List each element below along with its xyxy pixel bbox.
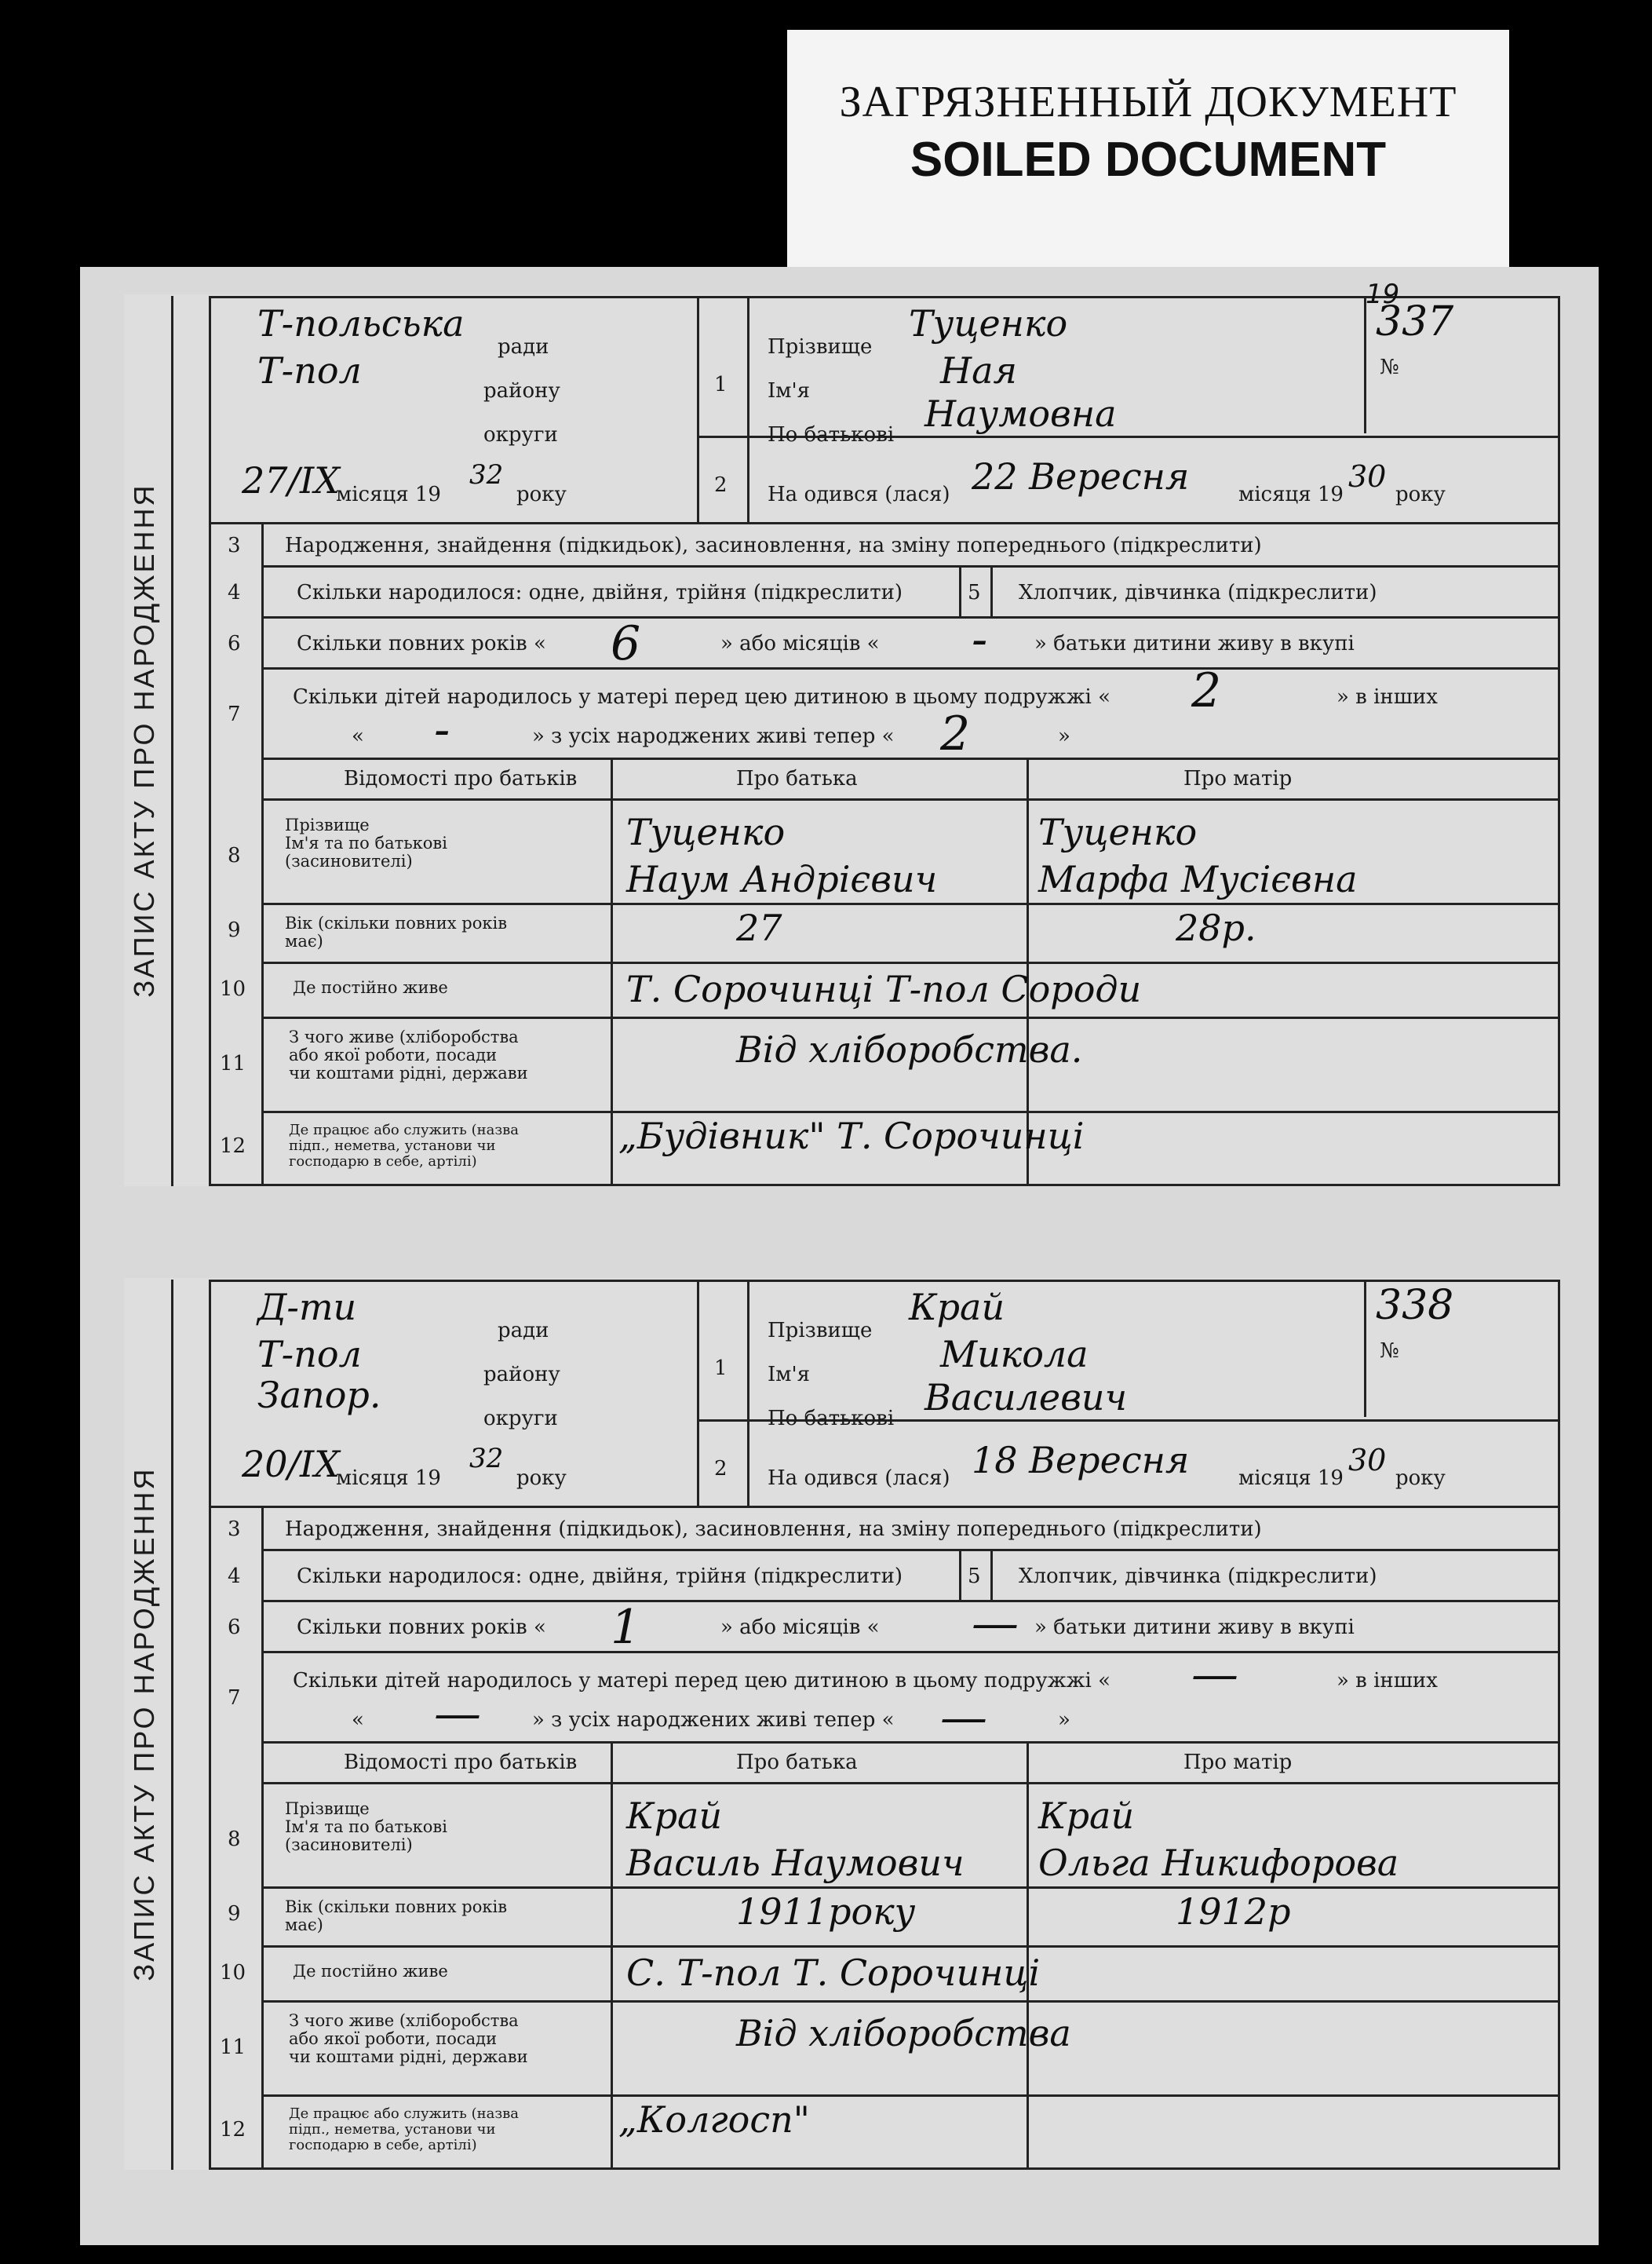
hw-surname: Край <box>909 1286 1005 1328</box>
hw-occupation: Від хліборобства. <box>736 1028 1083 1071</box>
label-roku: року <box>516 483 567 506</box>
row6-text-a: Скільки повних років « <box>297 632 546 655</box>
row-number: 10 <box>220 977 246 1001</box>
label-misyatsia: місяця 19 <box>336 1466 441 1490</box>
label-raionu: району <box>483 1363 560 1386</box>
hw-father-age: 27 <box>736 907 782 949</box>
form-rule <box>611 758 613 1186</box>
row3-text: Народження, знайдення (підкидьок), засиновлення, на зміну попереднього (підкреслити) <box>285 1517 1262 1541</box>
form-rule <box>261 1506 264 2170</box>
form-rule <box>261 1651 1560 1653</box>
birth-record-form-1 <box>124 294 1560 1186</box>
row11-label: З чого живе (хліборобства або якої роботи, посади чи коштами рідні, держави <box>289 2011 528 2066</box>
hw-patronymic: Наумовна <box>924 393 1117 435</box>
form-rule <box>990 1549 993 1600</box>
row4-text: Скільки народилося: одне, двійня, трійня (підкреслити) <box>297 1565 903 1588</box>
form-rule <box>261 1741 1560 1744</box>
hw-years-together: 6 <box>611 616 641 671</box>
row8-label: Прізвище Ім'я та по батькові (засиновителі) <box>285 816 447 871</box>
row-number: 1 <box>714 373 728 396</box>
hw-father-name: Туценко Наум Андрієвич <box>626 811 938 900</box>
row7-text-c: « <box>352 1708 364 1732</box>
form-rule <box>261 798 1560 801</box>
col-vidomosti: Відомості про батьків <box>344 1751 578 1774</box>
hw-reg-year: 32 <box>469 459 504 491</box>
form-rule <box>210 1184 1560 1186</box>
row11-label: З чого живе (хліборобства або якої роботи, посади чи коштами рідні, держави <box>289 1028 528 1083</box>
form-rule <box>261 2094 1560 2097</box>
form-rule <box>611 1741 613 2170</box>
form-rule <box>697 1280 699 1507</box>
label-prizvyshche: Прізвище <box>768 335 873 359</box>
row9-label: Вік (скільки повних років має) <box>285 914 508 951</box>
row6-text-c: » батьки дитини живу в вкупі <box>1034 1616 1355 1639</box>
hw-mother-name: Край Ольга Никифорова <box>1038 1795 1399 1884</box>
row6-text-b: » або місяців « <box>720 1616 880 1639</box>
corner-page-number: 19 <box>1366 279 1400 310</box>
label-narodyvsia: На одився (лася) <box>768 1466 950 1490</box>
label-narodyvsia: На одився (лася) <box>768 483 950 506</box>
form-rule <box>261 1549 1560 1551</box>
label-line-english: SOILED DOCUMENT <box>910 133 1387 187</box>
hw-name: Микола <box>940 1333 1089 1375</box>
row-number: 8 <box>228 1828 241 1851</box>
row7-text-d: » з усіх народжених живі тепер « <box>532 725 895 748</box>
form-rule <box>210 2167 1560 2170</box>
hw-workplace: „Будівник" Т. Сорочинці <box>618 1115 1085 1157</box>
form-rule <box>1558 296 1560 1186</box>
col-maty: Про матір <box>1183 1751 1293 1774</box>
form-rule <box>990 565 993 616</box>
form-rule <box>1558 1280 1560 2170</box>
form-rule <box>171 1280 173 2170</box>
row-number: 12 <box>220 2118 246 2142</box>
hw-raion: Т-пол <box>257 349 362 392</box>
row-number: 4 <box>228 581 241 604</box>
hw-occupation: Від хліборобства <box>736 2012 1071 2054</box>
form-rule <box>959 1549 961 1600</box>
form-rule <box>261 758 1560 760</box>
hw-father-name: Край Василь Наумович <box>626 1795 965 1884</box>
row12-label: Де працює або служить (назва підп., неметва, установи чи господарю в себе, артілі) <box>289 1122 520 1170</box>
row-number: 12 <box>220 1134 246 1158</box>
row-number: 2 <box>714 473 728 497</box>
label-okruhy: округи <box>483 1407 558 1430</box>
row6-text-a: Скільки повних років « <box>297 1616 546 1639</box>
hw-years-together: 1 <box>611 1600 641 1655</box>
hw-mother-age: 1912р <box>1176 1890 1291 1933</box>
label-rada: ради <box>498 335 549 359</box>
form-rule <box>261 1945 1560 1948</box>
label-number-sign: № <box>1380 356 1399 379</box>
row-number: 5 <box>968 1565 981 1588</box>
form-vertical-title: ЗАПИС АКТУ ПРО НАРОДЖЕННЯ <box>128 1466 160 1981</box>
hw-reg-date: 27/IX <box>242 459 340 502</box>
hw-reg-date: 20/IX <box>242 1443 340 1485</box>
form-rule <box>261 1600 1560 1602</box>
hw-in-others: - <box>434 703 450 758</box>
hw-raion: Т-пол <box>257 1333 362 1375</box>
row12-label: Де працює або служить (назва підп., неметва, установи чи господарю в себе, артілі) <box>289 2105 520 2153</box>
row-number: 8 <box>228 844 241 867</box>
hw-surname: Туценко <box>909 302 1068 345</box>
form-rule <box>171 296 173 1186</box>
row3-text: Народження, знайдення (підкидьок), засиновлення, на зміну попереднього (підкреслити) <box>285 534 1262 557</box>
hw-residence: С. Т-пол Т. Сорочинці <box>626 1952 1041 1994</box>
hw-in-others: — <box>434 1686 481 1741</box>
form-rule <box>1364 296 1366 433</box>
row-number: 11 <box>220 1052 246 1075</box>
label-imia: Ім'я <box>768 379 811 403</box>
row-number: 10 <box>220 1961 246 1985</box>
form-rule <box>261 2000 1560 2003</box>
birth-record-form-2 <box>124 1278 1560 2170</box>
label-okruhy: округи <box>483 423 558 447</box>
row-number: 7 <box>228 1686 241 1710</box>
row8-label: Прізвище Ім'я та по батькові (засиновителі) <box>285 1799 447 1854</box>
form-rule <box>261 1111 1560 1113</box>
row-number: 6 <box>228 632 241 655</box>
form-rule <box>209 1280 211 2170</box>
form-rule <box>209 296 211 1186</box>
label-imia: Ім'я <box>768 1363 811 1386</box>
form-rule <box>261 962 1560 964</box>
row7-text-d: » з усіх народжених живі тепер « <box>532 1708 895 1732</box>
hw-alive-now: 2 <box>940 707 971 761</box>
row7-text-e: » <box>1058 725 1070 748</box>
label-misyatsia-birth: місяця 19 <box>1238 1466 1344 1490</box>
row6-text-b: » або місяців « <box>720 632 880 655</box>
row-number: 4 <box>228 1565 241 1588</box>
form-rule <box>747 1280 749 1507</box>
row7-text-b: » в інших <box>1337 685 1438 709</box>
col-batko: Про батька <box>736 767 858 791</box>
row-number: 5 <box>968 581 981 604</box>
form-rule <box>959 565 961 616</box>
label-raionu: району <box>483 379 560 403</box>
row7-text-a: Скільки дітей народилось у матері перед цею дитиною в цьому подружжі « <box>293 1669 1110 1693</box>
hw-rada: Т-польська <box>257 302 465 345</box>
form-rule <box>697 296 699 524</box>
row-number: 2 <box>714 1457 728 1481</box>
hw-children-before: — <box>1191 1647 1238 1702</box>
row-number: 6 <box>228 1616 241 1639</box>
row5-text: Хлопчик, дівчинка (підкреслити) <box>1019 581 1377 604</box>
form-rule <box>210 296 1560 298</box>
row-number: 9 <box>228 1902 241 1926</box>
form-rule <box>210 522 1560 524</box>
hw-months-together: - <box>972 612 988 667</box>
row10-label: Де постійно живе <box>293 978 448 997</box>
label-misyatsia-birth: місяця 19 <box>1238 483 1344 506</box>
row-number: 1 <box>714 1357 728 1380</box>
label-roku: року <box>516 1466 567 1490</box>
form-rule <box>210 1280 1560 1282</box>
row9-label: Вік (скільки повних років має) <box>285 1897 508 1934</box>
col-maty: Про матір <box>1183 767 1293 791</box>
hw-months-together: — <box>972 1596 1019 1651</box>
hw-residence: Т. Сорочинці Т-пол Сороди <box>626 968 1142 1010</box>
form-vertical-title: ЗАПИС АКТУ ПРО НАРОДЖЕННЯ <box>128 483 160 998</box>
row7-text-b: » в інших <box>1337 1669 1438 1693</box>
label-rada: ради <box>498 1319 549 1342</box>
form-rule <box>747 296 749 524</box>
hw-alive-now: — <box>940 1690 987 1745</box>
hw-father-age: 1911року <box>736 1890 916 1933</box>
soiled-document-label <box>787 30 1509 273</box>
hw-children-before: 2 <box>1191 663 1222 718</box>
label-line-russian: ЗАГРЯЗНЕННЫЙ ДОКУМЕНТ <box>839 78 1457 126</box>
row-number: 3 <box>228 534 241 557</box>
hw-birth-year: 30 <box>1348 459 1387 494</box>
hw-okruh: Запор. <box>257 1374 381 1416</box>
label-prizvyshche: Прізвище <box>768 1319 873 1342</box>
label-po-batkovi: По батькові <box>768 423 895 447</box>
hw-name: Ная <box>940 349 1017 392</box>
row4-text: Скільки народилося: одне, двійня, трійня (підкреслити) <box>297 581 903 604</box>
label-misyatsia: місяця 19 <box>336 483 441 506</box>
hw-birth-year: 30 <box>1348 1443 1387 1477</box>
hw-reg-year: 32 <box>469 1443 504 1474</box>
hw-record-number: 338 <box>1376 1282 1454 1329</box>
hw-birth-day-month: 18 Вересня <box>972 1439 1190 1481</box>
hw-mother-name: Туценко Марфа Мусієвна <box>1038 811 1358 900</box>
hw-patronymic: Василевич <box>924 1376 1128 1419</box>
hw-rada: Д-ти <box>257 1286 357 1328</box>
form-rule <box>1364 1280 1366 1417</box>
hw-record-number: 337 <box>1376 298 1454 345</box>
label-roku-birth: року <box>1395 1466 1446 1490</box>
row-number: 7 <box>228 703 241 726</box>
label-po-batkovi: По батькові <box>768 1407 895 1430</box>
hw-birth-day-month: 22 Вересня <box>972 455 1190 498</box>
form-rule <box>261 903 1560 905</box>
form-rule <box>261 522 264 1186</box>
form-rule <box>210 1506 1560 1508</box>
row7-text-c: « <box>352 725 364 748</box>
row-number: 9 <box>228 918 241 942</box>
col-vidomosti: Відомості про батьків <box>344 767 578 791</box>
hw-workplace: „Колгосп" <box>618 2098 810 2141</box>
label-number-sign: № <box>1380 1339 1399 1363</box>
row-number: 11 <box>220 2036 246 2059</box>
row10-label: Де постійно живе <box>293 1962 448 1981</box>
label-roku-birth: року <box>1395 483 1446 506</box>
form-rule <box>261 1017 1560 1019</box>
form-rule <box>261 565 1560 568</box>
form-rule <box>261 1782 1560 1784</box>
hw-mother-age: 28р. <box>1176 907 1256 949</box>
row6-text-c: » батьки дитини живу в вкупі <box>1034 632 1355 655</box>
form-rule <box>261 1886 1560 1889</box>
row7-text-e: » <box>1058 1708 1070 1732</box>
form-rule <box>261 616 1560 619</box>
col-batko: Про батька <box>736 1751 858 1774</box>
row7-text-a: Скільки дітей народилось у матері перед цею дитиною в цьому подружжі « <box>293 685 1110 709</box>
form-rule <box>261 667 1560 670</box>
row-number: 3 <box>228 1517 241 1541</box>
row5-text: Хлопчик, дівчинка (підкреслити) <box>1019 1565 1377 1588</box>
